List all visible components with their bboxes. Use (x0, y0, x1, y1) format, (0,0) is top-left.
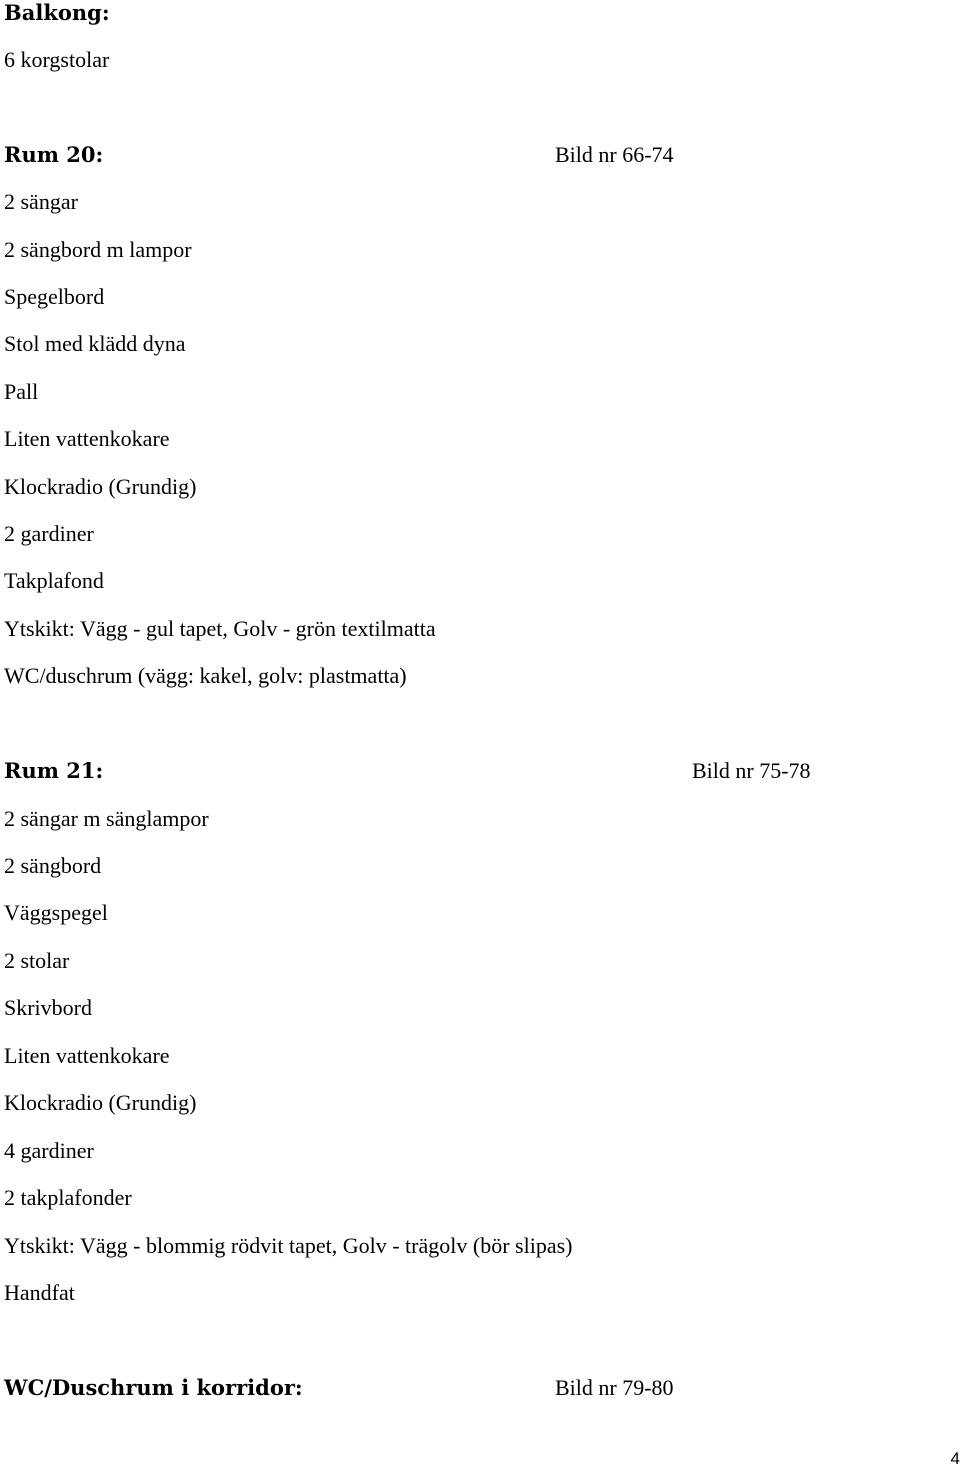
list-item: 2 gardiner (4, 521, 94, 546)
list-item: 4 gardiner (4, 1138, 94, 1163)
image-reference-wc-korridor: Bild nr 79-80 (555, 1375, 674, 1400)
list-item: 2 sängbord (4, 853, 102, 878)
list-item: Klockradio (Grundig) (4, 474, 197, 499)
list-item: Skrivbord (4, 995, 92, 1020)
image-reference-rum-21: Bild nr 75-78 (692, 758, 811, 783)
list-item: 2 stolar (4, 948, 70, 973)
list-item: Ytskikt: Vägg - gul tapet, Golv - grön textilmatta (4, 616, 436, 641)
list-item: 2 sängar (4, 189, 78, 214)
page-number: 4 (950, 1449, 960, 1468)
list-item: Klockradio (Grundig) (4, 1090, 197, 1115)
section-heading-rum-20: Rum 20: (4, 142, 104, 167)
section-heading-wc-korridor: WC/Duschrum i korridor: (4, 1375, 303, 1400)
section-heading-balkong: Balkong: (4, 0, 110, 25)
list-item: 6 korgstolar (4, 47, 110, 72)
list-item: Stol med klädd dyna (4, 331, 186, 356)
list-item: 2 sängar m sänglampor (4, 806, 209, 831)
list-item: Spegelbord (4, 284, 105, 309)
list-item: 2 takplafonder (4, 1185, 132, 1210)
list-item: Liten vattenkokare (4, 426, 170, 451)
list-item: Handfat (4, 1280, 75, 1305)
list-item: 2 sängbord m lampor (4, 237, 192, 262)
list-item: Väggspegel (4, 900, 108, 925)
list-item: Ytskikt: Vägg - blommig rödvit tapet, Golv - trägolv (bör slipas) (4, 1233, 573, 1258)
list-item: WC/duschrum (vägg: kakel, golv: plastmatta) (4, 663, 407, 688)
list-item: Takplafond (4, 568, 104, 593)
image-reference-rum-20: Bild nr 66-74 (555, 142, 674, 167)
list-item: Pall (4, 379, 39, 404)
list-item: Liten vattenkokare (4, 1043, 170, 1068)
section-heading-rum-21: Rum 21: (4, 758, 104, 783)
